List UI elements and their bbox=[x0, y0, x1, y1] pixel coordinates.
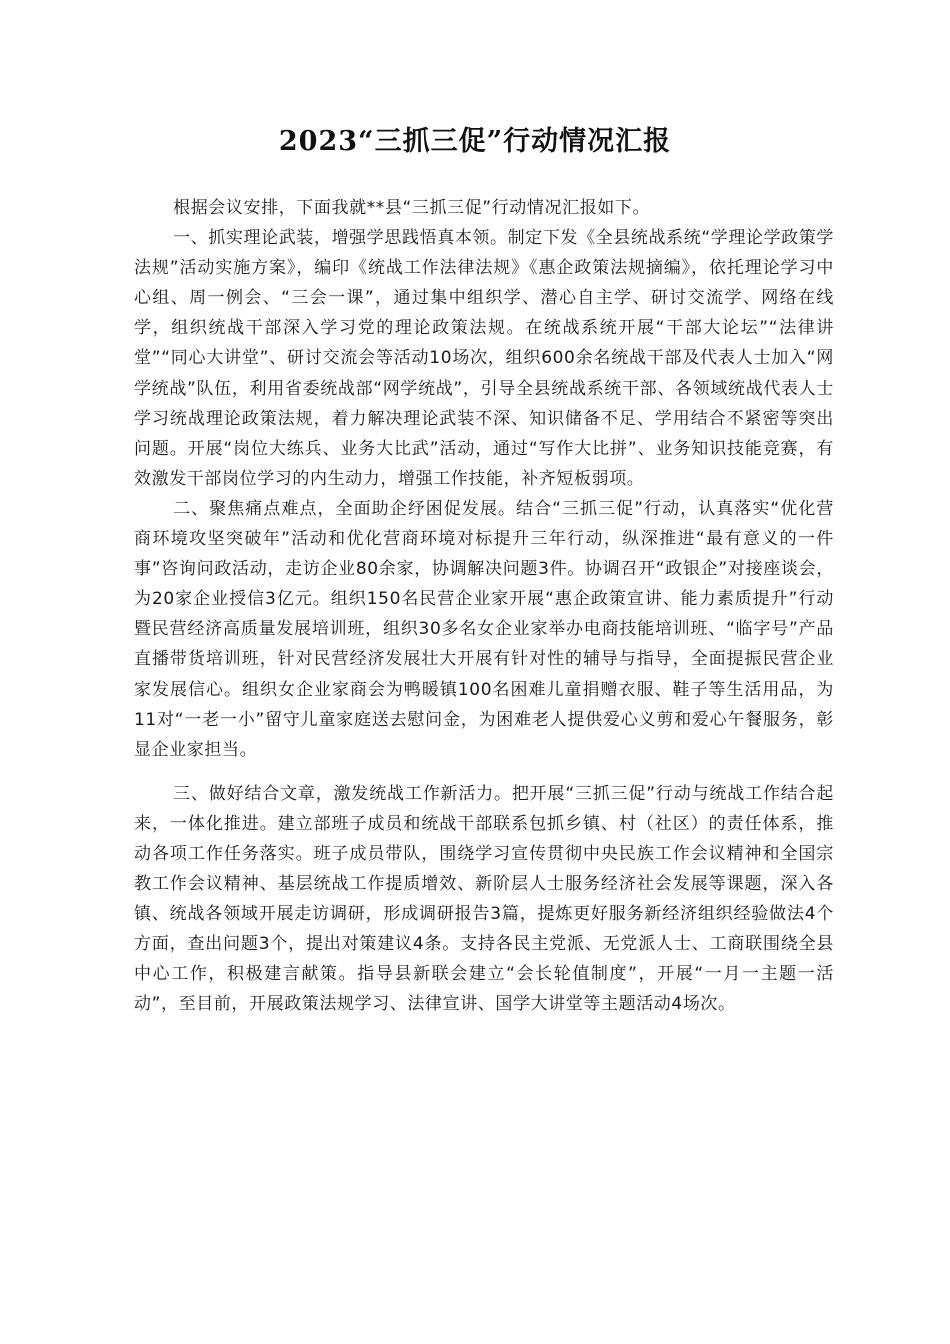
document-body bbox=[134, 193, 834, 1020]
paragraph-intro: 根据会议安排，下面我就**县“三抓三促”行动情况汇报如下。 bbox=[173, 198, 651, 218]
document-title: 2023“三抓三促”行动情况汇报 bbox=[278, 126, 672, 157]
paragraph-section-3: 三、做好结合文章，激发统战工作新活力。把开展“三抓三促”行动与统战工作结合起来，一体化推进。建立部班子成员和统战干部联系包抓乡镇、村（社区）的责任体系，推动各项工作任务落实。班子成员带队，围绕学习宣传贯彻中央民族工作会议精神和全国宗教工作会议精神、基层统战工作提质增效、新阶层人士服务经济社会发展等课题，深入各镇、统战各领域开展走访调研，形成调研报告3篇，提炼更好服务新经济组织经验做法4个方面，查出问题3个，提出对策建议4条。支持各民主党派、无党派人士、工商联围绕全县中心工作，积极建言献策。指导县新联会建立“会长轮值制度”，开展“一月一主题一活动”，至目前，开展政策法规学习、法律宣讲、国学大讲堂等主题活动4场次。 bbox=[134, 783, 834, 1015]
paragraph-section-1: 一、抓实理论武装，增强学思践悟真本领。制定下发《全县统战系统“学理论学政策学法规”活动实施方案》，编印《统战工作法律法规》《惠企政策法规摘编》，依托理论学习中心组、周一例会、“三会一课”，通过集中组织学、潜心自主学、研讨交流学、网络在线学，组织统战干部深入学习党的理论政策法规。在统战系统开展“干部大论坛”“法律讲堂”“同心大讲堂”、研讨交流会等活动10场次，组织600余名统战干部及代表人士加入“网学统战”队伍，利用省委统战部“网学统战”，引导全县统战系统干部、各领域统战代表人士学习统战理论政策法规，着力解决理论武装不深、知识储备不足、学用结合不紧密等突出问题。开展“岗位大练兵、业务大比武”活动，通过“写作大比拼”、业务知识技能竞赛，有效激发干部岗位学习的内生动力，增强工作技能，补齐短板弱项。 bbox=[134, 228, 834, 489]
paragraph-section-2: 二、聚焦痛点难点，全面助企纾困促发展。结合“三抓三促”行动，认真落实“优化营商环境攻坚突破年”活动和优化营商环境对标提升三年行动，纵深推进“最有意义的一件事”咨询问政活动，走访企业80余家，协调解决问题3件。协调召开“政银企”对接座谈会，为20家企业授信3亿元。组织150名民营企业家开展“惠企政策宣讲、能力素质提升”行动暨民营经济高质量发展培训班，组织30多名女企业家举办电商技能培训班、“临字号”产品直播带货培训班，针对民营经济发展壮大开展有针对性的辅导与指导，全面提振民营企业家发展信心。组织女企业家商会为鸭暖镇100名困难儿童捐赠衣服、鞋子等生活用品，为11对“一老一小”留守儿童家庭送去慰问金，为困难老人提供爱心义剪和爱心午餐服务，彰显企业家担当。 bbox=[134, 498, 834, 760]
